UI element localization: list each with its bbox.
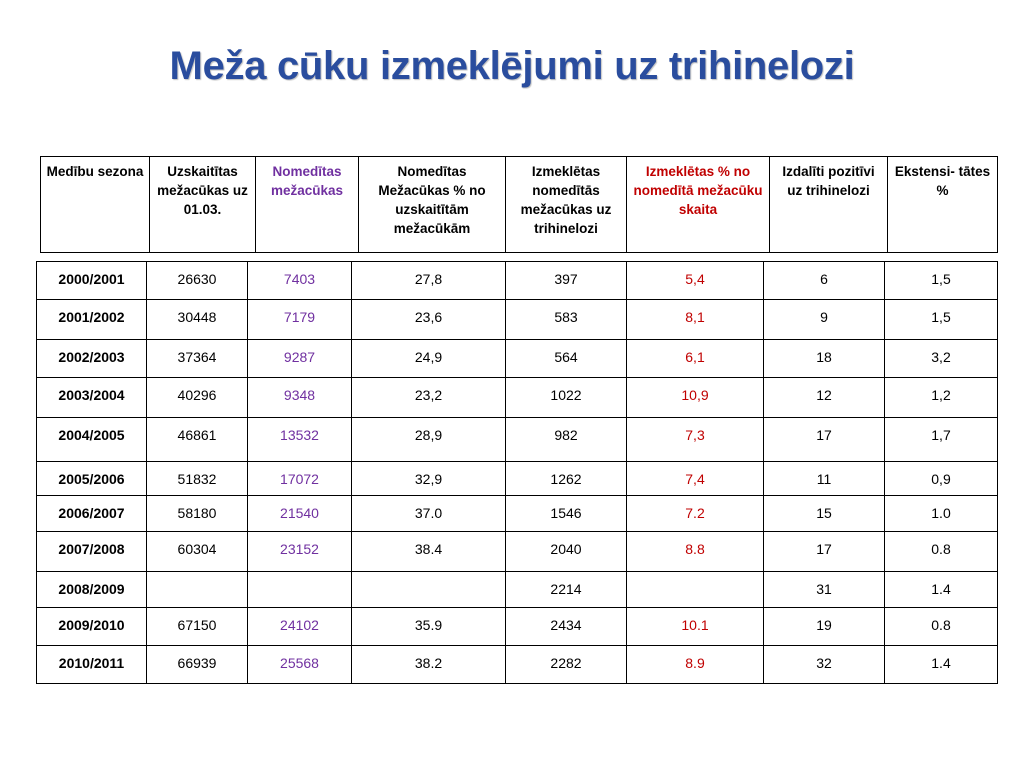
- positive-cell: 19: [764, 608, 885, 646]
- extensity-cell: 1,5: [885, 262, 998, 300]
- counted-cell: 60304: [147, 532, 248, 572]
- hunted-cell: 23152: [248, 532, 352, 572]
- header-hunted: Nomedītas mežacūkas: [256, 157, 359, 253]
- hunted-percent-cell: 37.0: [352, 496, 506, 532]
- counted-cell: 26630: [147, 262, 248, 300]
- positive-cell: 9: [764, 300, 885, 340]
- positive-cell: 12: [764, 378, 885, 418]
- extensity-cell: 0.8: [885, 608, 998, 646]
- examined-percent-cell: 8,1: [627, 300, 764, 340]
- table-row: [37, 418, 998, 462]
- season-cell: 2008/2009: [37, 572, 147, 608]
- hunted-percent-cell: 27,8: [352, 262, 506, 300]
- season-cell: 2010/2011: [37, 646, 147, 684]
- hunted-percent-cell: 24,9: [352, 340, 506, 378]
- season-cell: 2007/2008: [37, 532, 147, 572]
- extensity-cell: 1.0: [885, 496, 998, 532]
- hunted-cell: 7403: [248, 262, 352, 300]
- examined-cell: 1262: [506, 462, 627, 496]
- season-cell: 2000/2001: [37, 262, 147, 300]
- hunted-cell: 9348: [248, 378, 352, 418]
- data-table: [36, 261, 998, 684]
- positive-cell: 32: [764, 646, 885, 684]
- examined-cell: 2214: [506, 572, 627, 608]
- extensity-cell: 1,2: [885, 378, 998, 418]
- examined-percent-cell: 8.9: [627, 646, 764, 684]
- hunted-percent-cell: 35.9: [352, 608, 506, 646]
- season-cell: 2009/2010: [37, 608, 147, 646]
- counted-cell: 58180: [147, 496, 248, 532]
- table-row: [37, 462, 998, 496]
- table-row: [37, 646, 998, 684]
- counted-cell: 30448: [147, 300, 248, 340]
- examined-cell: 2282: [506, 646, 627, 684]
- extensity-cell: 1.4: [885, 572, 998, 608]
- examined-cell: 397: [506, 262, 627, 300]
- hunted-percent-cell: 28,9: [352, 418, 506, 462]
- table-row: [37, 378, 998, 418]
- counted-cell: [147, 572, 248, 608]
- extensity-cell: 0,9: [885, 462, 998, 496]
- hunted-percent-cell: 38.4: [352, 532, 506, 572]
- table-row: [37, 496, 998, 532]
- header-season: Medību sezona: [41, 157, 150, 253]
- hunted-percent-cell: 23,2: [352, 378, 506, 418]
- season-cell: 2002/2003: [37, 340, 147, 378]
- examined-cell: 2434: [506, 608, 627, 646]
- counted-cell: 51832: [147, 462, 248, 496]
- examined-percent-cell: 8.8: [627, 532, 764, 572]
- table-row: [37, 532, 998, 572]
- header-positive: Izdalīti pozitīvi uz trihinelozi: [770, 157, 888, 253]
- examined-cell: 2040: [506, 532, 627, 572]
- hunted-cell: 25568: [248, 646, 352, 684]
- examined-percent-cell: [627, 572, 764, 608]
- positive-cell: 15: [764, 496, 885, 532]
- hunted-cell: 17072: [248, 462, 352, 496]
- header-row: [41, 157, 998, 253]
- examined-percent-cell: 7,4: [627, 462, 764, 496]
- season-cell: 2001/2002: [37, 300, 147, 340]
- season-cell: 2005/2006: [37, 462, 147, 496]
- examined-cell: 1546: [506, 496, 627, 532]
- positive-cell: 11: [764, 462, 885, 496]
- examined-cell: 583: [506, 300, 627, 340]
- hunted-percent-cell: 38.2: [352, 646, 506, 684]
- positive-cell: 18: [764, 340, 885, 378]
- positive-cell: 6: [764, 262, 885, 300]
- hunted-percent-cell: 32,9: [352, 462, 506, 496]
- counted-cell: 37364: [147, 340, 248, 378]
- extensity-cell: 1.4: [885, 646, 998, 684]
- table-row: [37, 608, 998, 646]
- extensity-cell: 3,2: [885, 340, 998, 378]
- examined-cell: 1022: [506, 378, 627, 418]
- season-cell: 2006/2007: [37, 496, 147, 532]
- extensity-cell: 1,5: [885, 300, 998, 340]
- header-counted: Uzskaitītas mežacūkas uz 01.03.: [150, 157, 256, 253]
- examined-percent-cell: 7,3: [627, 418, 764, 462]
- examined-cell: 982: [506, 418, 627, 462]
- hunted-cell: [248, 572, 352, 608]
- examined-percent-cell: 5,4: [627, 262, 764, 300]
- hunted-cell: 9287: [248, 340, 352, 378]
- season-cell: 2004/2005: [37, 418, 147, 462]
- extensity-cell: 0.8: [885, 532, 998, 572]
- header-hunted-percent: Nomedītas Mežacūkas % no uzskaitītām mežacūkām: [359, 157, 506, 253]
- hunted-cell: 24102: [248, 608, 352, 646]
- table-row: [37, 262, 998, 300]
- hunted-percent-cell: [352, 572, 506, 608]
- examined-percent-cell: 6,1: [627, 340, 764, 378]
- counted-cell: 66939: [147, 646, 248, 684]
- hunted-cell: 21540: [248, 496, 352, 532]
- hunted-cell: 13532: [248, 418, 352, 462]
- extensity-cell: 1,7: [885, 418, 998, 462]
- positive-cell: 17: [764, 532, 885, 572]
- header-examined-percent: Izmeklētas % no nomedītā mežacūku skaita: [627, 157, 770, 253]
- examined-percent-cell: 10.1: [627, 608, 764, 646]
- header-extensity: Ekstensi- tātes %: [888, 157, 998, 253]
- positive-cell: 17: [764, 418, 885, 462]
- hunted-cell: 7179: [248, 300, 352, 340]
- counted-cell: 40296: [147, 378, 248, 418]
- table-row: [37, 300, 998, 340]
- examined-percent-cell: 10,9: [627, 378, 764, 418]
- page-title: Meža cūku izmeklējumi uz trihinelozi: [169, 44, 855, 88]
- examined-cell: 564: [506, 340, 627, 378]
- table-row: [37, 572, 998, 608]
- positive-cell: 31: [764, 572, 885, 608]
- counted-cell: 67150: [147, 608, 248, 646]
- counted-cell: 46861: [147, 418, 248, 462]
- examined-percent-cell: 7.2: [627, 496, 764, 532]
- hunted-percent-cell: 23,6: [352, 300, 506, 340]
- header-table: [40, 156, 998, 253]
- season-cell: 2003/2004: [37, 378, 147, 418]
- table-row: [37, 340, 998, 378]
- header-examined: Izmeklētas nomedītās mežacūkas uz trihinelozi: [506, 157, 627, 253]
